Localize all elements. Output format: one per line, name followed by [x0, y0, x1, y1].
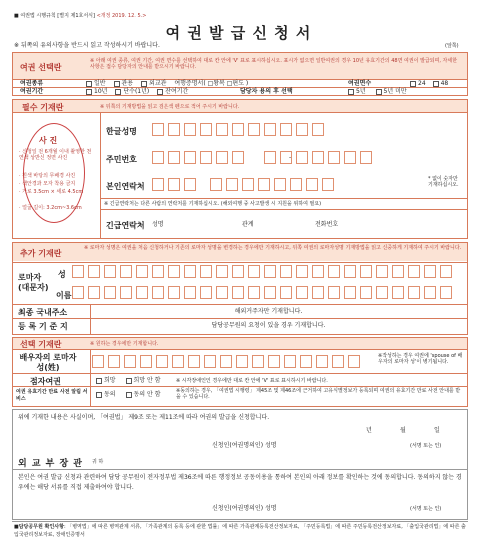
footer-note: ■담당공무원 확인사항: 「병역법」에 따른 병역관계 서류, 「가족관계의 등록 등에 관한 법률」에 따른 가족관계등록전산정보자료, 「주민등록법」에 따른 주민등록전산정보자료, 「출입국관리법」에 따른 출입국관리정보자료, 장애인증명서 — [14, 524, 466, 538]
char-box[interactable] — [200, 151, 212, 164]
char-box[interactable] — [344, 265, 356, 278]
officer-options[interactable]: 5년 5년 미만 — [348, 88, 407, 95]
char-box[interactable] — [296, 151, 308, 164]
char-box[interactable] — [232, 151, 244, 164]
emergency-label: 긴급연락처 — [106, 221, 145, 230]
char-box[interactable] — [220, 355, 232, 368]
char-box[interactable] — [168, 286, 180, 299]
char-box[interactable] — [376, 265, 388, 278]
char-box[interactable] — [258, 178, 270, 191]
braille-options[interactable]: 희망 희망 안 함 — [96, 377, 161, 384]
type-options[interactable]: 일반 관용 외교관 여행증명서( □왕복 □편도 ) — [86, 80, 248, 87]
signer2-label[interactable]: 신청인(여권명의인) 성명 — [212, 505, 277, 512]
char-box[interactable] — [210, 178, 222, 191]
emergency-note: ※ 긴급연락처는 다른 사람의 연락처를 기재하십시오. (해외여행 중 사고발생 시 지원을 위하여 필요) — [104, 201, 322, 207]
char-box[interactable] — [156, 355, 168, 368]
form-rule: ■ 여권법 시행규칙 [별지 제1호서식] <개정 2019. 12. 5.> — [14, 13, 147, 19]
char-box[interactable] — [104, 265, 116, 278]
char-box[interactable] — [104, 286, 116, 299]
emergency-relation[interactable]: 관계 — [242, 221, 254, 228]
char-box[interactable] — [376, 286, 388, 299]
alert-note: ※동의하는 경우, 「여권법 시행령」 제45조 및 제46조에 근거하여 고유식별정보가 등록되며 여권의 유효기간 만료 사전 안내를 받을 수 있습니다. — [176, 388, 461, 400]
given-label: 이름 — [56, 291, 72, 300]
char-box[interactable] — [280, 265, 292, 278]
braille-note: ※ 시각장애인인 경우에만 대로 칸 안에 'V' 표로 표시하시기 바랍니다. — [176, 378, 328, 384]
char-box[interactable] — [232, 123, 244, 136]
char-box[interactable] — [440, 265, 452, 278]
char-box[interactable] — [168, 123, 180, 136]
photo-note-1: · 신청일 전 6개월 이내 촬영한 천연색 상반신 정면 사진 — [19, 149, 92, 161]
char-box[interactable] — [248, 123, 260, 136]
char-box[interactable] — [200, 123, 212, 136]
char-box[interactable] — [152, 265, 164, 278]
period-options[interactable]: 10년 단수(1년) 잔여기간 — [86, 88, 188, 95]
date-day[interactable]: 일 — [434, 427, 440, 434]
korean-name-label: 한글성명 — [106, 127, 137, 136]
char-box[interactable] — [200, 265, 212, 278]
type-label: 여권종류 — [20, 80, 44, 87]
required-note: ※ 뒤쪽의 기재방법을 읽고 검은색 펜으로 적어 주시기 바랍니다. — [100, 104, 240, 110]
braille-label: 점자여권 — [30, 377, 61, 386]
char-box[interactable] — [312, 286, 324, 299]
phone-note: * 없이 숫자만 기재하십시오. — [428, 176, 459, 188]
char-box[interactable] — [312, 123, 324, 136]
recipient-suffix: 귀 하 — [92, 459, 104, 465]
char-box[interactable] — [312, 151, 324, 164]
optional-note: ※ 원하는 경우에만 기재합니다. — [90, 341, 159, 347]
char-box[interactable] — [424, 286, 436, 299]
char-box[interactable] — [264, 265, 276, 278]
char-box[interactable] — [284, 355, 296, 368]
char-box[interactable] — [88, 265, 100, 278]
char-box[interactable] — [120, 265, 132, 278]
char-box[interactable] — [136, 265, 148, 278]
char-box[interactable] — [184, 123, 196, 136]
char-box[interactable] — [248, 265, 260, 278]
sign-note-2: (서명 또는 인) — [410, 506, 442, 512]
char-box[interactable] — [316, 355, 328, 368]
char-box[interactable] — [268, 355, 280, 368]
recipient: 외 교 부 장 관 — [18, 459, 84, 469]
char-box[interactable] — [108, 355, 120, 368]
char-box[interactable] — [392, 286, 404, 299]
date-month[interactable]: 월 — [400, 427, 406, 434]
char-box[interactable] — [408, 265, 420, 278]
notice: ※ 뒤쪽의 유의사항을 반드시 읽고 작성하시기 바랍니다. — [14, 42, 160, 49]
standard-label: 등 록 기 준 지 — [18, 322, 68, 331]
char-box[interactable] — [92, 355, 104, 368]
char-box[interactable] — [264, 123, 276, 136]
char-box[interactable] — [344, 151, 356, 164]
char-box[interactable] — [328, 286, 340, 299]
address-label: 최종 국내주소 — [18, 308, 68, 317]
char-box[interactable] — [392, 265, 404, 278]
char-box[interactable] — [184, 178, 196, 191]
additional-label: 추가 기재란 — [20, 249, 62, 258]
char-box[interactable] — [232, 265, 244, 278]
char-box[interactable] — [72, 265, 84, 278]
char-box[interactable] — [152, 151, 164, 164]
char-box[interactable] — [120, 286, 132, 299]
char-box[interactable] — [172, 355, 184, 368]
char-box[interactable] — [204, 355, 216, 368]
rrn-dash: - — [289, 154, 292, 161]
char-box[interactable] — [274, 178, 286, 191]
pages-label: 여권면수 — [348, 80, 372, 87]
char-box[interactable] — [328, 265, 340, 278]
photo-note-2: · 얼굴 길이: 3.2cm~3.6cm — [19, 205, 82, 211]
char-box[interactable] — [348, 355, 360, 368]
consent-text: 본인은 여권 발급 신청과 관련하여 담당 공무원이 전자정부법 제36조에 따른 행정정보 공동이용을 통하여 본인의 아래 정보를 확인하는 것에 동의합니다. 동의하지 않는 경우에는 해당 서류를 직접 제출하여야 합니다. — [18, 474, 462, 491]
char-box[interactable] — [152, 286, 164, 299]
emergency-phone[interactable]: 전화번호 — [315, 221, 339, 228]
char-box[interactable] — [184, 151, 196, 164]
spouse-note: ※작성하는 경우 여권에 'spouse of 배우자의 로마자 성'이 병기됩니다. — [378, 353, 463, 365]
char-box[interactable] — [296, 286, 308, 299]
photo-note-5: · 가로 3.5cm × 세로 4.5cm — [19, 189, 84, 195]
char-box[interactable] — [252, 355, 264, 368]
char-box[interactable] — [168, 265, 180, 278]
char-box[interactable] — [280, 123, 292, 136]
photo-title: 사 진 — [39, 136, 58, 145]
char-box[interactable] — [264, 286, 276, 299]
photo-area[interactable] — [15, 115, 97, 231]
char-box[interactable] — [344, 286, 356, 299]
char-box[interactable] — [140, 355, 152, 368]
char-box[interactable] — [168, 178, 180, 191]
char-box[interactable] — [296, 265, 308, 278]
address-value[interactable]: 해외거주자만 기재합니다. — [234, 308, 303, 315]
date-year[interactable]: 년 — [366, 427, 372, 434]
form-title: 여 권 발 급 신 청 서 — [165, 24, 312, 42]
char-box[interactable] — [188, 355, 200, 368]
char-box[interactable] — [124, 355, 136, 368]
char-box[interactable] — [424, 265, 436, 278]
char-box[interactable] — [264, 151, 276, 164]
optional-label: 선택 기재란 — [20, 340, 62, 349]
char-box[interactable] — [360, 286, 372, 299]
surname-label: 성 — [58, 270, 66, 279]
char-box[interactable] — [312, 265, 324, 278]
photo-note-3: · 흰색 바탕의 무배경 사진 — [19, 173, 76, 179]
char-box[interactable] — [152, 123, 164, 136]
char-box[interactable] — [408, 286, 420, 299]
standard-value[interactable]: 담당공무원의 요청이 있을 경우 기재합니다. — [211, 322, 326, 329]
char-box[interactable] — [248, 286, 260, 299]
char-box[interactable] — [136, 286, 148, 299]
char-box[interactable] — [72, 286, 84, 299]
phone-label: 본인연락처 — [106, 182, 145, 191]
char-box[interactable] — [296, 123, 308, 136]
roman-label: 로마자 (대문자) — [18, 273, 49, 292]
char-box[interactable] — [328, 151, 340, 164]
char-box[interactable] — [322, 178, 334, 191]
char-box[interactable] — [232, 286, 244, 299]
photo-note-4: · 색안경과 모자 착용 금지 — [19, 181, 76, 187]
required-label: 필수 기재란 — [22, 103, 64, 112]
page-side: (앞쪽) — [445, 43, 459, 49]
char-box[interactable] — [306, 178, 318, 191]
officer-label: 담당자 용의 후 선택 — [240, 88, 293, 95]
char-box[interactable] — [236, 355, 248, 368]
declaration-text: 위에 기재한 내용은 사실이며, 「여권법」 제9조 또는 제11조에 따라 여권의 발급을 신청합니다. — [18, 414, 270, 421]
passport-select-note: ※ 아래 여권 종류, 여권 기간, 여권 면수를 선택하여 대로 칸 안에 'V' 표로 표시하십시오. 표시가 없으면 일반여권의 경우 10년 유효기간의 48면 여권이 발급되며, 자세한 사항은 접수 담당자의 안내를 받으시기 바랍니다. — [90, 58, 458, 70]
char-box[interactable] — [216, 123, 228, 136]
additional-note: ※ 로마자 성명은 여권을 처음 신청하거나 기존의 로마자 성명을 변경하는 경우에만 기재하시고, 뒤쪽 여권의 로마자성명 기재방법을 읽고 신중하게 기재하여 주시기 바랍니다. — [84, 245, 462, 251]
period-label: 여권기간 — [20, 88, 44, 95]
char-box[interactable] — [184, 286, 196, 299]
char-box[interactable] — [280, 286, 292, 299]
char-box[interactable] — [360, 265, 372, 278]
char-box[interactable] — [242, 178, 254, 191]
char-box[interactable] — [226, 178, 238, 191]
rrn-label: 주민번호 — [106, 155, 137, 164]
char-box[interactable] — [290, 178, 302, 191]
signer-label[interactable]: 신청인(여권명의인) 성명 — [212, 442, 277, 449]
pages-options[interactable]: 24 48 — [410, 80, 448, 87]
char-box[interactable] — [300, 355, 312, 368]
char-box[interactable] — [200, 286, 212, 299]
char-box[interactable] — [184, 265, 196, 278]
char-box[interactable] — [360, 151, 372, 164]
char-box[interactable] — [440, 286, 452, 299]
passport-select-label: 여권 선택란 — [20, 63, 62, 72]
emergency-name[interactable]: 성명 — [152, 221, 164, 228]
alert-options[interactable]: 동의 동의 안 함 — [96, 391, 161, 398]
char-box[interactable] — [168, 151, 180, 164]
char-box[interactable] — [332, 355, 344, 368]
char-box[interactable] — [216, 151, 228, 164]
char-box[interactable] — [216, 286, 228, 299]
spouse-label: 배우자의 로마자 성(姓) — [19, 353, 77, 372]
char-box[interactable] — [152, 178, 164, 191]
char-box[interactable] — [88, 286, 100, 299]
char-box[interactable] — [216, 265, 228, 278]
sign-note: (서명 또는 인) — [410, 443, 442, 449]
alert-label: 여권 유효기간 만료 사전 알림 서비스 — [16, 389, 88, 402]
